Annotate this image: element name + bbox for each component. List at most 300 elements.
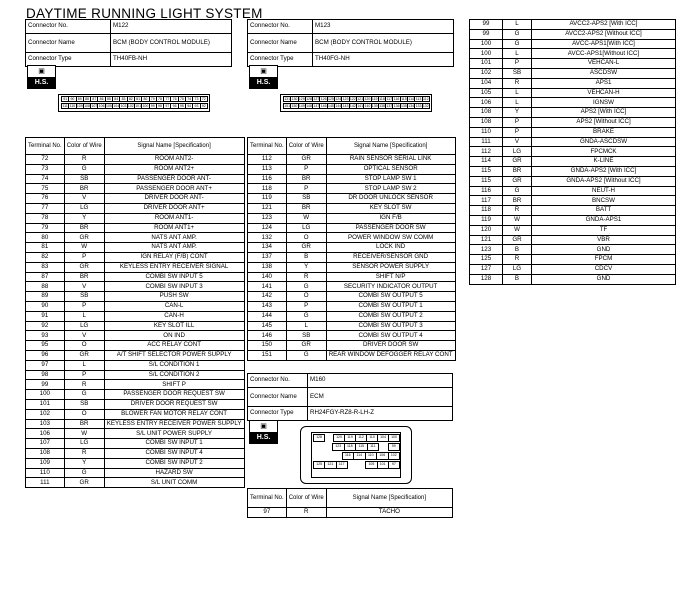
- table-row: [26, 203, 245, 213]
- table-row: [26, 468, 245, 478]
- wire-color-cell: SB: [286, 194, 326, 204]
- signal-name-cell: GND: [532, 274, 676, 284]
- table-row: [248, 311, 456, 321]
- connector-pin: 106: [98, 104, 105, 108]
- connector-pin: 94: [185, 103, 193, 109]
- wire-color-cell: G: [503, 39, 532, 49]
- connector-pin: 132: [422, 104, 429, 108]
- wire-color-cell: GR: [64, 233, 104, 243]
- signal-name-cell: ON IND: [104, 331, 244, 341]
- wire-color-cell: LG: [64, 203, 104, 213]
- signal-name-cell: DRIVER DOOR SW: [326, 341, 455, 351]
- signal-name-cell: OPTICAL SENSOR: [326, 164, 455, 174]
- table-row: [26, 350, 245, 360]
- hs-harness-icon: [249, 65, 278, 89]
- terminal-no-cell: 108: [26, 448, 65, 458]
- terminal-no-cell: 134: [248, 243, 287, 253]
- connector-pin: 125: [313, 461, 325, 469]
- table-row: [470, 264, 676, 274]
- connector-no-label: Connector No.: [248, 374, 308, 388]
- terminal-no-cell: 87: [26, 272, 65, 282]
- signal-name-cell: FPCMCK: [532, 147, 676, 157]
- terminal-no-cell: 119: [248, 194, 287, 204]
- connector-pin: 120: [364, 97, 371, 101]
- wire-color-cell: Y: [286, 262, 326, 272]
- connector-pin: 101: [377, 461, 389, 469]
- terminal-no-cell: 115: [470, 176, 503, 186]
- connector-pin: 103: [120, 104, 127, 108]
- terminal-no-cell: 143: [248, 301, 287, 311]
- terminal-no-cell: 137: [248, 252, 287, 262]
- wire-color-cell: W: [286, 213, 326, 223]
- connector-pin: 142: [349, 104, 356, 108]
- connector-pin: 99: [149, 103, 157, 109]
- terminal-no-cell: 73: [26, 164, 65, 174]
- signal-name-cell: COMBI SW OUTPUT 3: [326, 321, 455, 331]
- signal-name-cell: PUSH SW: [104, 292, 244, 302]
- signal-name-cell: SHIFT P: [104, 380, 244, 390]
- signal-name-cell: SENSOR POWER SUPPLY: [326, 262, 455, 272]
- terminal-no-cell: 118: [470, 206, 503, 216]
- wire-color-cell: LG: [286, 223, 326, 233]
- wire-color-cell: R: [64, 380, 104, 390]
- connector-pin: 99: [388, 443, 401, 451]
- signal-name-cell: BNCSW: [532, 196, 676, 206]
- wire-color-cell: GR: [64, 478, 104, 488]
- signal-name-cell: ASCDSW: [532, 68, 676, 78]
- table-row: [26, 243, 245, 253]
- terminal-no-cell: 103: [26, 419, 65, 429]
- terminal-no-cell: 99: [26, 380, 65, 390]
- signal-name-cell: FPCM: [532, 255, 676, 265]
- terminal-no-cell: 96: [26, 350, 65, 360]
- table-row: [26, 184, 245, 194]
- table-row: [26, 380, 245, 390]
- signal-name-cell: PASSENGER DOOR REQUEST SW: [104, 390, 244, 400]
- table-row: [248, 174, 456, 184]
- signal-name-cell: S/L CONDITION 1: [104, 360, 244, 370]
- table-row: [248, 223, 456, 233]
- connector-pin: 113: [415, 97, 422, 101]
- connector-pin: 143: [342, 104, 349, 108]
- connector-name-label: Connector Name: [26, 34, 111, 53]
- connector-pin: 140: [364, 104, 371, 108]
- signal-name-cell: PASSENGER DOOR ANT-: [104, 174, 244, 184]
- table-row: [26, 194, 245, 204]
- connector-pin: 119: [371, 97, 378, 101]
- table-row: [26, 292, 245, 302]
- signal-table-ecm-continued: [469, 19, 676, 285]
- connector-type-value: TH40FB-NH: [111, 53, 232, 67]
- connector-pin: 123: [342, 97, 349, 101]
- table-row: [26, 341, 245, 351]
- connector-pin: 116: [393, 97, 400, 101]
- wire-color-cell: O: [64, 341, 104, 351]
- connector-pin: 145: [328, 104, 334, 108]
- wire-color-cell: V: [503, 137, 532, 147]
- wire-color-cell: G: [503, 29, 532, 39]
- wire-color-cell: G: [64, 468, 104, 478]
- wire-color-cell: P: [503, 117, 532, 127]
- signal-name-header: Signal Name [Specification]: [104, 138, 244, 155]
- wire-color-cell: B: [286, 252, 326, 262]
- signal-name-cell: DRIVER DOOR ANT+: [104, 203, 244, 213]
- signal-name-cell: TF: [532, 225, 676, 235]
- terminal-no-cell: 118: [248, 184, 287, 194]
- wire-color-cell: L: [64, 311, 104, 321]
- terminal-no-cell: 74: [26, 174, 65, 184]
- table-row: [248, 282, 456, 292]
- terminal-no-cell: 102: [26, 409, 65, 419]
- connector-pin: 120: [333, 434, 345, 442]
- connector-pin: 89: [76, 96, 84, 102]
- table-row: [470, 137, 676, 147]
- signal-name-cell: CDCV: [532, 264, 676, 274]
- table-row: [470, 196, 676, 206]
- connector-pin: 76: [170, 96, 178, 102]
- connector-pin: 114: [353, 452, 366, 460]
- connector-pin: 102: [388, 452, 401, 460]
- terminal-no-cell: 95: [26, 341, 65, 351]
- wire-color-cell: GR: [64, 262, 104, 272]
- signal-name-cell: S/L UNIT COMM: [104, 478, 244, 488]
- wire-color-cell: BR: [64, 184, 104, 194]
- signal-name-cell: VEHCAN-L: [532, 59, 676, 69]
- connector-pin: 111: [367, 443, 380, 451]
- terminal-no-cell: 81: [26, 243, 65, 253]
- terminal-no-cell: 138: [248, 262, 287, 272]
- signal-name-cell: IGNSW: [532, 98, 676, 108]
- signal-name-cell: COMBI SW INPUT 2: [104, 458, 244, 468]
- table-row: [26, 213, 245, 223]
- terminal-no-cell: 72: [26, 155, 65, 165]
- wire-color-cell: L: [64, 360, 104, 370]
- wire-color-cell: LG: [503, 147, 532, 157]
- signal-name-cell: COMBI SW INPUT 1: [104, 439, 244, 449]
- signal-name-cell: APS1: [532, 78, 676, 88]
- signal-name-cell: DRIVER DOOR ANT-: [104, 194, 244, 204]
- connector-pin: 115: [355, 443, 368, 451]
- table-row: [470, 59, 676, 69]
- table-row: [470, 245, 676, 255]
- signal-name-cell: NATS ANT AMP.: [104, 243, 244, 253]
- wire-color-cell: L: [286, 321, 326, 331]
- wire-color-cell: LG: [64, 321, 104, 331]
- connector-no-value: M160: [308, 374, 453, 388]
- connector-name-value: BCM (BODY CONTROL MODULE): [111, 34, 232, 53]
- connector-pin: 83: [119, 96, 127, 102]
- connector-pin: 95: [178, 103, 186, 109]
- table-row: [26, 390, 245, 400]
- table-row: [26, 164, 245, 174]
- signal-name-cell: CAN-L: [104, 301, 244, 311]
- terminal-no-cell: 110: [470, 127, 503, 137]
- terminal-no-cell: 124: [248, 223, 287, 233]
- table-row: [26, 155, 245, 165]
- connector-pin: 124: [335, 97, 342, 101]
- terminal-no-cell: 116: [470, 186, 503, 196]
- table-row: [470, 20, 676, 30]
- table-row: [470, 29, 676, 39]
- wire-color-cell: BR: [503, 196, 532, 206]
- connector-pin: 130: [291, 97, 298, 101]
- connector-pin: 117: [336, 461, 348, 469]
- terminal-no-cell: 100: [470, 49, 503, 59]
- wire-color-cell: G: [503, 186, 532, 196]
- wire-color-cell: P: [64, 252, 104, 262]
- wire-color-cell: G: [64, 164, 104, 174]
- hs-harness-icon: [249, 420, 278, 444]
- table-row: [470, 88, 676, 98]
- connector-pin: 104: [113, 104, 120, 108]
- terminal-no-cell: 99: [470, 20, 503, 30]
- connector-pin: 108: [84, 104, 90, 108]
- connector-face-m123: [280, 94, 432, 112]
- connector-icon: ▣: [28, 66, 55, 78]
- connector-name-label: Connector Name: [248, 34, 313, 53]
- signal-name-cell: GND: [532, 245, 676, 255]
- connector-pin: 97: [163, 103, 171, 109]
- wire-color-cell: GR: [286, 341, 326, 351]
- wire-color-cell: O: [286, 292, 326, 302]
- connector-pin: 141: [357, 104, 364, 108]
- table-row: [248, 203, 456, 213]
- wire-color-cell: LG: [503, 264, 532, 274]
- connector-pin: 79: [149, 96, 157, 102]
- terminal-no-header: Terminal No.: [248, 138, 287, 155]
- table-row: [26, 174, 245, 184]
- connector-pin: 129: [298, 97, 305, 101]
- connector-icon: ▣: [250, 421, 277, 433]
- wire-color-cell: R: [64, 448, 104, 458]
- connector-pin: 98: [156, 103, 164, 109]
- table-row: [470, 68, 676, 78]
- terminal-no-cell: 119: [470, 215, 503, 225]
- signal-name-cell: GNDA-ASCDSW: [532, 137, 676, 147]
- signal-name-cell: COMBI SW INPUT 5: [104, 272, 244, 282]
- signal-name-cell: COMBI SW INPUT 4: [104, 448, 244, 458]
- terminal-no-cell: 121: [470, 235, 503, 245]
- wire-color-cell: V: [64, 282, 104, 292]
- connector-pin: 84: [112, 96, 120, 102]
- connector-pin: 150: [291, 104, 298, 108]
- connector-pin: 148: [306, 104, 312, 108]
- connector-pin: 77: [163, 96, 171, 102]
- connector-pin: 127: [313, 97, 320, 101]
- terminal-no-cell: 150: [248, 341, 287, 351]
- terminal-no-cell: 125: [470, 255, 503, 265]
- connector-pin: 137: [386, 104, 393, 108]
- signal-name-cell: LOCK IND: [326, 243, 455, 253]
- wire-color-cell: BR: [64, 223, 104, 233]
- terminal-no-cell: 105: [470, 88, 503, 98]
- table-row: [26, 439, 245, 449]
- signal-name-cell: GNDA-APS1: [532, 215, 676, 225]
- table-row: [248, 341, 456, 351]
- signal-name-cell: RECEIVER/SENSOR GND: [326, 252, 455, 262]
- terminal-no-cell: 141: [248, 282, 287, 292]
- connector-pin: 149: [298, 104, 305, 108]
- signal-name-cell: GNDA-APS2 [With ICC]: [532, 166, 676, 176]
- table-row: [26, 360, 245, 370]
- connector-face-m122: [58, 94, 210, 112]
- terminal-no-cell: 80: [26, 233, 65, 243]
- connector-pin: 106: [376, 452, 389, 460]
- signal-name-cell: APS2 [With ICC]: [532, 108, 676, 118]
- signal-name-header: Signal Name [Specification]: [326, 138, 455, 155]
- signal-name-cell: AVCC2-APS2 [Without ICC]: [532, 29, 676, 39]
- signal-name-cell: VEHCAN-H: [532, 88, 676, 98]
- wire-color-cell: L: [503, 20, 532, 30]
- table-row: [248, 262, 456, 272]
- signal-name-cell: AVCC-APS1[Without ICC]: [532, 49, 676, 59]
- table-row: [470, 127, 676, 137]
- connector-pin: 114: [408, 97, 414, 101]
- wire-color-cell: SB: [286, 331, 326, 341]
- connector-no-label: Connector No.: [248, 20, 313, 34]
- signal-name-cell: ROOM ANT2-: [104, 155, 244, 165]
- terminal-no-cell: 99: [470, 29, 503, 39]
- connector-pin: 118: [344, 443, 357, 451]
- wire-color-cell: Y: [64, 458, 104, 468]
- connector-pin: 111: [62, 104, 68, 108]
- table-row: [470, 39, 676, 49]
- terminal-no-cell: 146: [248, 331, 287, 341]
- terminal-no-cell: 97: [248, 508, 287, 518]
- connector-pin: 115: [401, 97, 407, 101]
- connector-pin: 107: [91, 104, 98, 108]
- terminal-no-cell: 109: [26, 458, 65, 468]
- terminal-no-cell: 108: [470, 108, 503, 118]
- wire-color-cell: G: [286, 350, 326, 360]
- table-row: [248, 184, 456, 194]
- connector-pin: 147: [313, 104, 320, 108]
- terminal-no-cell: 88: [26, 282, 65, 292]
- terminal-no-cell: 106: [470, 98, 503, 108]
- wire-color-cell: R: [64, 155, 104, 165]
- signal-name-cell: RAIN SENSOR SERIAL LINK: [326, 155, 455, 165]
- table-row: [470, 117, 676, 127]
- connector-pin: 96: [170, 103, 178, 109]
- terminal-no-cell: 97: [26, 360, 65, 370]
- terminal-no-cell: 128: [470, 274, 503, 284]
- signal-name-cell: STOP LAMP SW 1: [326, 174, 455, 184]
- connector-type-label: Connector Type: [248, 53, 313, 67]
- terminal-no-cell: 120: [470, 225, 503, 235]
- signal-name-cell: COMBI SW INPUT 3: [104, 282, 244, 292]
- table-row: [26, 429, 245, 439]
- terminal-no-cell: 127: [470, 264, 503, 274]
- wire-color-cell: P: [286, 184, 326, 194]
- wire-color-cell: GR: [286, 155, 326, 165]
- terminal-no-header: Terminal No.: [248, 489, 287, 508]
- signal-name-cell: BATT: [532, 206, 676, 216]
- table-row: [470, 78, 676, 88]
- connector-pin: 146: [320, 104, 327, 108]
- connector-icon: ▣: [250, 66, 277, 78]
- table-row: [26, 321, 245, 331]
- wire-color-cell: BR: [286, 174, 326, 184]
- wire-color-cell: V: [64, 194, 104, 204]
- wire-color-cell: GR: [503, 157, 532, 167]
- terminal-no-cell: 121: [248, 203, 287, 213]
- terminal-no-cell: 108: [470, 117, 503, 127]
- signal-name-cell: BLOWER FAN MOTOR RELAY CONT: [104, 409, 244, 419]
- connector-pin: 101: [135, 104, 142, 108]
- page-title: DAYTIME RUNNING LIGHT SYSTEM: [26, 6, 263, 21]
- connector-pin: 144: [335, 104, 342, 108]
- table-row: [26, 252, 245, 262]
- signal-name-cell: AVCC-APS1[With ICC]: [532, 39, 676, 49]
- signal-name-cell: A/T SHIFT SELECTOR POWER SUPPLY: [104, 350, 244, 360]
- connector-face-inner: [311, 432, 401, 478]
- table-row: [26, 262, 245, 272]
- connector-pin: 125: [328, 97, 334, 101]
- table-row: [248, 272, 456, 282]
- connector-pin: 133: [415, 104, 422, 108]
- signal-name-cell: COMBI SW OUTPUT 5: [326, 292, 455, 302]
- terminal-no-cell: 93: [26, 331, 65, 341]
- connector-pin: 128: [306, 97, 312, 101]
- terminal-no-cell: 77: [26, 203, 65, 213]
- terminal-no-cell: 79: [26, 223, 65, 233]
- connector-pin: 138: [379, 104, 385, 108]
- signal-name-cell: DR DOOR UNLOCK SENSOR: [326, 194, 455, 204]
- table-row: [470, 157, 676, 167]
- hs-label: H.S.: [250, 433, 277, 443]
- wire-color-cell: W: [503, 215, 532, 225]
- wire-color-cell: R: [286, 272, 326, 282]
- table-row: [470, 166, 676, 176]
- wire-color-cell: P: [64, 301, 104, 311]
- terminal-no-cell: 140: [248, 272, 287, 282]
- connector-pin: 86: [97, 96, 105, 102]
- table-row: [26, 282, 245, 292]
- signal-name-cell: S/L UNIT POWER SUPPLY: [104, 429, 244, 439]
- table-row: [470, 274, 676, 284]
- connector-pin: 92: [200, 103, 208, 109]
- wire-color-cell: GR: [286, 243, 326, 253]
- signal-name-cell: PASSENGER DOOR ANT+: [104, 184, 244, 194]
- connector-no-value: M122: [111, 20, 232, 34]
- table-row: [248, 350, 456, 360]
- connector-pin: 75: [178, 96, 186, 102]
- terminal-no-cell: 142: [248, 292, 287, 302]
- table-row: [26, 370, 245, 380]
- connector-pin: 110: [69, 104, 76, 108]
- terminal-no-cell: 145: [248, 321, 287, 331]
- connector-no-label: Connector No.: [26, 20, 111, 34]
- signal-name-cell: DRIVER DOOR REQUEST SW: [104, 399, 244, 409]
- wire-color-cell: W: [64, 243, 104, 253]
- signal-name-cell: AVCC2-APS2 [With ICC]: [532, 20, 676, 30]
- terminal-no-cell: 115: [470, 166, 503, 176]
- wire-color-cell: R: [503, 206, 532, 216]
- connector-pin: 104: [377, 434, 389, 442]
- wire-color-cell: P: [503, 127, 532, 137]
- signal-name-cell: NEUT-H: [532, 186, 676, 196]
- wire-color-cell: O: [64, 409, 104, 419]
- signal-name-cell: HAZARD SW: [104, 468, 244, 478]
- table-row: [26, 311, 245, 321]
- wire-color-cell: L: [503, 49, 532, 59]
- connector-type-label: Connector Type: [26, 53, 111, 67]
- signal-name-cell: SECURITY INDICATOR OUTPUT: [326, 282, 455, 292]
- table-row: [248, 155, 456, 165]
- table-row: [470, 147, 676, 157]
- connector-pin: 78: [156, 96, 164, 102]
- connector-pin: 121: [324, 461, 336, 469]
